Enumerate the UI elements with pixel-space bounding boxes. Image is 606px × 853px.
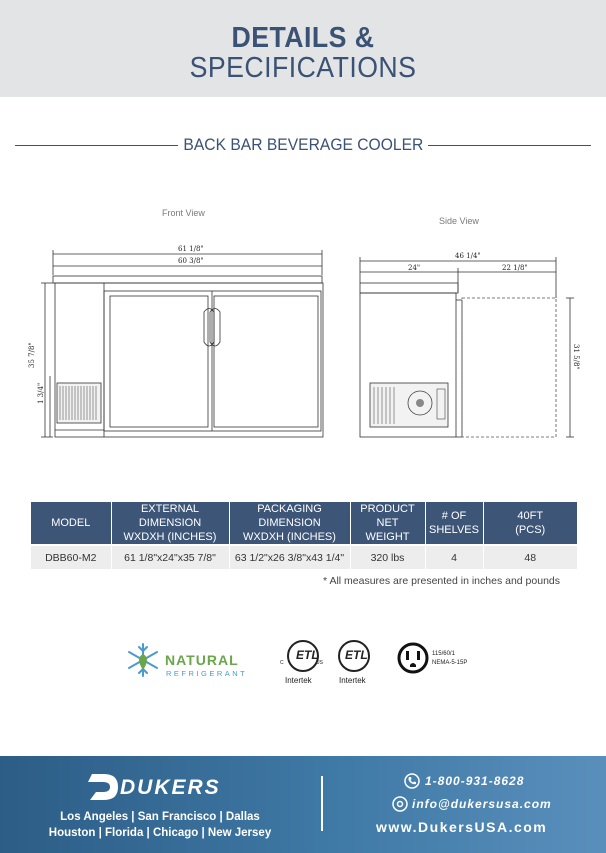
cell-shelves: 4	[425, 545, 483, 569]
col-header-external-dimension: EXTERNAL DIMENSION WXDXH (INCHES)	[111, 502, 229, 545]
dim-front-overall-width: 61 1/8"	[178, 245, 204, 253]
natural-label: NATURAL	[165, 652, 239, 668]
dim-side-overall-depth: 46 1/4"	[455, 252, 481, 260]
col-header-shelves: # OF SHELVES	[425, 502, 483, 545]
col-header-net-weight: PRODUCT NET WEIGHT	[350, 502, 425, 545]
cell-external-dimension: 61 1/8"x24"x35 7/8"	[111, 545, 229, 569]
cell-net-weight: 320 lbs	[350, 545, 425, 569]
dukers-brand: DUKERS	[120, 776, 221, 799]
table-row	[31, 545, 577, 569]
cities-line-2: Houston | Florida | Chicago | New Jersey	[48, 827, 272, 839]
cell-packaging-dimension: 63 1/2"x26 3/8"x43 1/4"	[229, 545, 350, 569]
dim-front-body-width: 60 3/8"	[178, 257, 204, 265]
footer-divider	[321, 776, 323, 831]
side-view-label: Side View	[439, 216, 479, 226]
dim-side-swing-height: 31 5/8"	[572, 344, 580, 370]
cell-model: DBB60-M2	[31, 545, 111, 569]
etl-c-mark: C	[280, 660, 284, 666]
intertek-label-2: Intertek	[339, 676, 366, 685]
table-header-row	[31, 502, 577, 545]
phone-number[interactable]: 1-800-931-8628	[425, 774, 525, 788]
page-title-line1: DETAILS &	[231, 22, 375, 54]
col-header-model: MODEL	[31, 502, 111, 545]
intertek-label-1: Intertek	[285, 676, 312, 685]
dim-front-kick-height: 1 3/4"	[37, 382, 45, 404]
dukers-logo-icon	[86, 770, 122, 804]
etl-us-mark: US	[316, 660, 323, 666]
footer-banner	[0, 756, 606, 853]
measurement-note: * All measures are presented in inches and pounds	[323, 575, 560, 587]
cities-line-1: Los Angeles | San Francisco | Dallas	[60, 811, 260, 823]
col-header-packaging-dimension: PACKAGING DIMENSION WXDXH (INCHES)	[229, 502, 350, 545]
dim-side-door-swing: 22 1/8"	[502, 264, 528, 272]
plug-nema-type: NEMA-5-15P	[432, 660, 468, 666]
plug-rating: 115/60/1	[432, 651, 455, 657]
email-address[interactable]: info@dukersusa.com	[412, 797, 552, 811]
natural-refrigerant-icon	[123, 640, 163, 680]
dim-front-height: 35 7/8"	[28, 342, 36, 368]
page-title-line2: SPECIFICATIONS	[189, 52, 417, 84]
etl-mark-1: ETL	[296, 648, 319, 662]
product-title: BACK BAR BEVERAGE COOLER	[183, 135, 423, 154]
refrigerant-label: REFRIGERANT	[166, 669, 248, 678]
cell-40ft: 48	[483, 545, 577, 569]
dim-side-body-depth: 24"	[408, 264, 421, 272]
phone-icon	[404, 773, 420, 789]
spec-table	[31, 502, 577, 569]
etl-mark-2: ETL	[345, 648, 368, 662]
email-icon	[392, 796, 408, 812]
plug-nema-icon	[397, 642, 429, 674]
front-view-label: Front View	[162, 208, 205, 218]
website-link[interactable]: www.DukersUSA.com	[376, 819, 548, 835]
col-header-40ft: 40FT (PCS)	[483, 502, 577, 545]
